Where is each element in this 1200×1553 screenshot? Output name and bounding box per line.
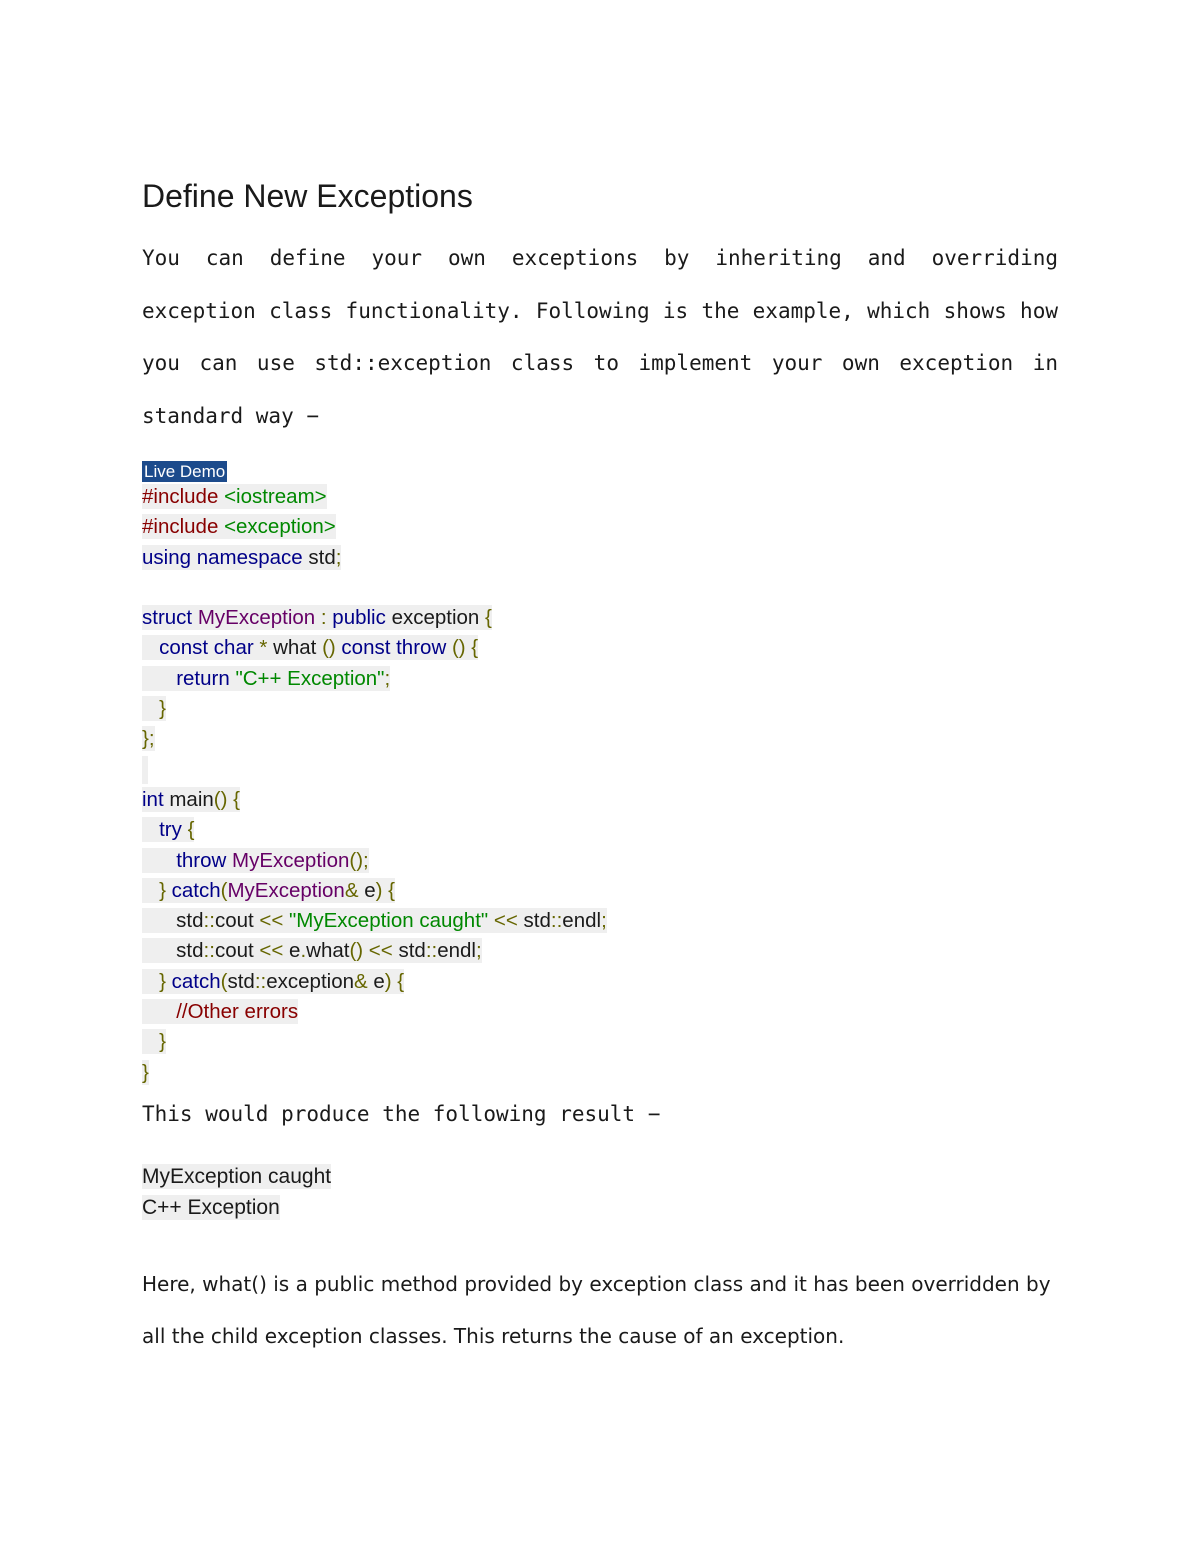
code-token: "MyException caught" — [289, 909, 489, 933]
outro-paragraph: Here, what() is a public method provided by exception class and it has been overridden by all the child exception classes. This returns the cause of an exception. — [142, 1272, 1051, 1348]
code-token: << — [259, 939, 290, 963]
output-line-text: C++ Exception — [142, 1196, 280, 1219]
code-token: :: — [203, 939, 215, 963]
code-token: e — [373, 969, 385, 993]
code-line — [142, 1028, 607, 1058]
code-line — [142, 695, 607, 725]
code-line-highlight — [142, 1029, 166, 1054]
code-token: ; — [475, 939, 482, 963]
code-line-highlight — [142, 484, 327, 509]
code-token: throw — [176, 848, 233, 872]
code-line-highlight — [142, 635, 478, 660]
code-line — [142, 513, 607, 543]
code-token: catch — [171, 969, 221, 993]
code-token: cout — [214, 909, 260, 933]
code-line — [142, 968, 607, 998]
code-line-highlight — [142, 756, 148, 784]
code-line-highlight — [142, 545, 341, 570]
code-token: std — [142, 909, 204, 933]
code-line — [142, 665, 607, 695]
code-token: MyException — [227, 878, 345, 902]
code-token: std — [227, 969, 255, 993]
code-line — [142, 877, 607, 907]
code-token — [142, 636, 159, 659]
output-line — [142, 1163, 331, 1194]
code-token: { — [187, 818, 195, 842]
code-token: exception — [391, 606, 486, 630]
code-line-highlight — [142, 787, 240, 812]
code-token: MyException — [197, 606, 321, 630]
code-line — [142, 725, 607, 755]
code-token — [142, 697, 159, 720]
code-token: } — [142, 1060, 149, 1084]
code-line-highlight — [142, 908, 607, 933]
code-token: std — [398, 939, 426, 963]
code-token: #include — [142, 485, 225, 508]
code-token: }; — [142, 727, 155, 751]
code-token: ; — [384, 666, 391, 690]
code-token: () — [322, 636, 342, 660]
code-token: & — [354, 969, 374, 993]
code-token — [142, 1030, 159, 1053]
result-intro-text: This would produce the following result − — [142, 1102, 661, 1126]
code-line-highlight — [142, 514, 336, 539]
code-line-highlight — [142, 969, 404, 994]
code-token — [142, 970, 159, 993]
code-token: } — [159, 969, 172, 993]
code-token: } — [159, 697, 166, 721]
page-title: Define New Exceptions — [142, 178, 473, 214]
code-line-highlight — [142, 605, 492, 630]
code-token: return — [176, 666, 236, 690]
code-block — [142, 483, 607, 1089]
code-line-highlight — [142, 1060, 149, 1085]
code-token: () { — [213, 787, 240, 811]
code-line-highlight — [142, 938, 482, 963]
code-token: ) { — [384, 969, 405, 993]
code-token: { — [485, 606, 492, 630]
code-token: struct — [142, 606, 198, 630]
code-line — [142, 574, 607, 604]
code-token — [142, 1000, 176, 1023]
code-line — [142, 847, 607, 877]
code-line-highlight — [142, 999, 298, 1024]
code-token: catch — [171, 878, 221, 902]
code-line — [142, 816, 607, 846]
code-line — [142, 937, 607, 967]
code-token: std — [523, 909, 551, 933]
code-line-highlight — [142, 848, 369, 873]
code-line-highlight — [142, 696, 166, 721]
code-token: //Other errors — [176, 1000, 299, 1024]
intro-paragraph: You can define your own exceptions by inheriting and overriding exception class functionality. Following is the example, which shows how you can use std::exception class to implement your own exception in standard way − — [142, 246, 1058, 428]
code-token: try — [159, 818, 188, 842]
code-token: <exception> — [224, 515, 336, 539]
code-line-highlight — [142, 817, 194, 842]
code-token: main — [169, 787, 214, 811]
code-token: #include — [142, 515, 225, 539]
code-line-highlight — [142, 666, 390, 691]
code-token: } — [159, 878, 172, 902]
code-token — [142, 879, 159, 902]
code-token: ( — [220, 878, 228, 902]
code-token: () << — [349, 939, 399, 963]
code-line-highlight — [142, 726, 155, 751]
code-token: :: — [203, 909, 215, 933]
code-token: what — [273, 636, 323, 660]
code-token: cout — [214, 939, 260, 963]
output-line-text: MyException caught — [142, 1165, 332, 1188]
code-line-highlight — [142, 878, 395, 903]
code-token: * — [259, 636, 274, 660]
code-token: const char — [159, 636, 260, 660]
code-token: : — [320, 606, 333, 630]
code-token: . — [300, 939, 307, 963]
code-token: endl — [437, 939, 476, 963]
code-line — [142, 756, 607, 786]
code-token: MyException — [232, 848, 350, 872]
code-line — [142, 604, 607, 634]
code-token: what — [306, 939, 350, 963]
code-token: << — [259, 909, 290, 933]
code-token: :: — [550, 909, 563, 933]
code-line — [142, 907, 607, 937]
code-line — [142, 786, 607, 816]
code-token: ; — [601, 909, 607, 933]
code-line — [142, 998, 607, 1028]
code-token: (); — [349, 848, 369, 872]
code-token: std — [308, 545, 336, 569]
code-line — [142, 544, 607, 574]
code-token: } — [159, 1030, 166, 1054]
code-token: e — [364, 878, 376, 902]
code-token: & — [344, 878, 365, 902]
code-line — [142, 634, 607, 664]
code-line — [142, 483, 607, 513]
code-token: "C++ Exception" — [235, 666, 385, 690]
code-token — [142, 818, 159, 841]
output-block — [142, 1163, 331, 1225]
code-token: using namespace — [142, 545, 309, 569]
code-token — [142, 667, 176, 690]
code-token: ( — [220, 969, 228, 993]
live-demo-link[interactable]: Live Demo — [144, 462, 226, 481]
output-line — [142, 1194, 331, 1225]
code-token: endl — [562, 909, 602, 933]
code-line — [142, 1059, 607, 1089]
code-token — [142, 849, 176, 872]
code-token: public — [332, 606, 392, 630]
code-token: :: — [254, 969, 267, 993]
code-token: :: — [425, 939, 438, 963]
code-token: <iostream> — [224, 485, 327, 508]
code-token: exception — [266, 969, 354, 993]
code-token: ; — [335, 545, 342, 569]
code-token: std — [142, 939, 204, 963]
code-token: ) { — [375, 878, 395, 902]
code-token: () { — [451, 636, 479, 660]
code-token: const throw — [341, 636, 452, 660]
code-token: e — [289, 939, 301, 963]
code-token: int — [142, 787, 170, 811]
code-token: << — [488, 909, 524, 933]
